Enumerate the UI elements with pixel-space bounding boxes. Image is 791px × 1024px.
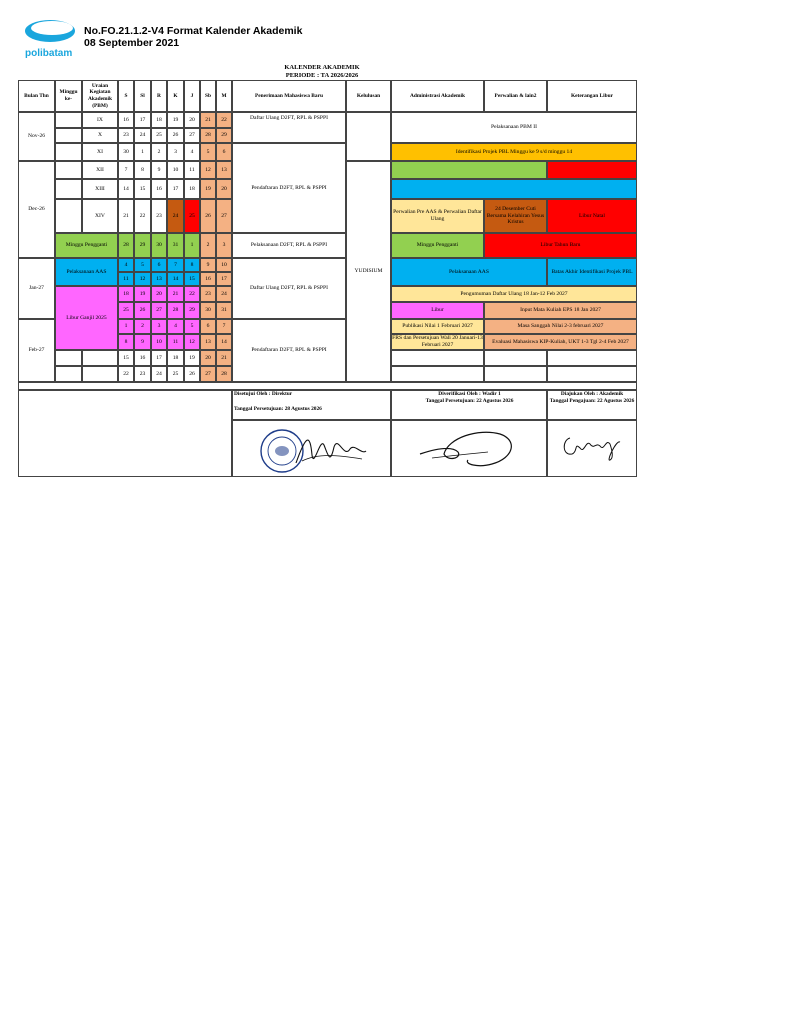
admission-activity: Pelaksanaan D2FT, RPL & PSPPI bbox=[232, 233, 346, 258]
date-cell: 22 bbox=[118, 366, 134, 382]
date-cell: 25 bbox=[151, 128, 167, 143]
pbm-replacement-week: Minggu Pengganti bbox=[55, 233, 118, 258]
date-cell: 14 bbox=[167, 272, 184, 286]
date-cell: 20 bbox=[151, 286, 167, 302]
event-replacement-week: Minggu Pengganti bbox=[391, 233, 484, 258]
admission-activity: Pendaftaran D2FT, RPL & PSPPI bbox=[232, 143, 346, 233]
header-day: K bbox=[167, 80, 184, 112]
week-blank bbox=[55, 366, 82, 382]
header-month: Bulan Thn bbox=[18, 80, 55, 112]
date-cell: 19 bbox=[167, 112, 184, 128]
date-cell: 27 bbox=[216, 199, 232, 233]
event-blank bbox=[484, 366, 547, 382]
week-blank bbox=[55, 143, 82, 161]
event-aas: Pelaksanaan AAS bbox=[391, 258, 547, 286]
date-cell: 31 bbox=[216, 302, 232, 319]
event-christmas: Libur Natal bbox=[547, 199, 637, 233]
date-cell: 30 bbox=[151, 233, 167, 258]
date-cell: 16 bbox=[134, 350, 151, 366]
date-cell: 17 bbox=[167, 179, 184, 199]
wadir-signature bbox=[418, 424, 518, 470]
date-cell: 7 bbox=[167, 258, 184, 272]
date-cell: 22 bbox=[216, 112, 232, 128]
date-cell: 23 bbox=[151, 199, 167, 233]
week-number: IX bbox=[82, 112, 118, 128]
pbm-aas: Pelaksanaan AAS bbox=[55, 258, 118, 286]
date-cell: 15 bbox=[134, 179, 151, 199]
week-number: XI bbox=[82, 143, 118, 161]
header-week: Minggu ke- bbox=[55, 80, 82, 112]
date-cell: 29 bbox=[184, 302, 200, 319]
event-pre-aas: Perwalian Pre AAS & Perwalian Daftar Ulang bbox=[391, 199, 484, 233]
date-cell: 23 bbox=[134, 366, 151, 382]
date-cell: 26 bbox=[134, 302, 151, 319]
month-label: Feb-27 bbox=[18, 319, 55, 382]
date-cell: 17 bbox=[134, 112, 151, 128]
date-cell: 25 bbox=[118, 302, 134, 319]
week-blank bbox=[55, 179, 82, 199]
header-day: Sl bbox=[134, 80, 151, 112]
date-cell: 29 bbox=[134, 233, 151, 258]
date-cell: 19 bbox=[200, 179, 216, 199]
date-cell: 18 bbox=[167, 350, 184, 366]
date-cell: 7 bbox=[118, 161, 134, 179]
graduation-blank bbox=[346, 112, 391, 161]
date-cell: 19 bbox=[184, 350, 200, 366]
date-cell: 10 bbox=[167, 161, 184, 179]
event-holiday: Libur bbox=[391, 302, 484, 319]
date-cell: 20 bbox=[184, 112, 200, 128]
header-guardian: Perwalian & lain2 bbox=[484, 80, 547, 112]
event-red-block bbox=[547, 161, 637, 179]
date-cell: 24 bbox=[216, 286, 232, 302]
date-cell: 9 bbox=[200, 258, 216, 272]
academic-signature bbox=[560, 430, 624, 464]
date-cell: 28 bbox=[216, 366, 232, 382]
date-cell: 10 bbox=[216, 258, 232, 272]
date-cell: 30 bbox=[200, 302, 216, 319]
date-cell: 6 bbox=[151, 258, 167, 272]
date-cell: 21 bbox=[118, 199, 134, 233]
date-cell: 14 bbox=[216, 334, 232, 350]
event-pbm2: Pelaksanaan PBM II bbox=[391, 112, 637, 143]
event-blank bbox=[391, 350, 484, 366]
pbm-odd-break: Libur Ganjil 2025 bbox=[55, 286, 118, 350]
week-number: XIV bbox=[82, 199, 118, 233]
event-frs: FRS dan Persetujuan Wali 20 Januari-13 Februari 2027 bbox=[392, 335, 483, 348]
date-cell: 3 bbox=[151, 319, 167, 334]
month-label: Jan-27 bbox=[18, 258, 55, 319]
date-cell: 2 bbox=[200, 233, 216, 258]
event-blank bbox=[391, 366, 484, 382]
date-cell: 23 bbox=[200, 286, 216, 302]
date-cell: 18 bbox=[118, 286, 134, 302]
logo-wordmark: polibatam bbox=[25, 48, 73, 59]
week-blank bbox=[55, 128, 82, 143]
date-cell: 20 bbox=[216, 179, 232, 199]
date-cell: 2 bbox=[151, 143, 167, 161]
date-cell: 28 bbox=[118, 233, 134, 258]
date-cell: 14 bbox=[118, 179, 134, 199]
table-spacer bbox=[18, 382, 637, 390]
week-number: XII bbox=[82, 161, 118, 179]
date-cell: 11 bbox=[167, 334, 184, 350]
date-cell: 29 bbox=[216, 128, 232, 143]
week-blank bbox=[82, 366, 118, 382]
date-cell: 25 bbox=[167, 366, 184, 382]
date-cell: 27 bbox=[184, 128, 200, 143]
date-cell: 10 bbox=[151, 334, 167, 350]
date-cell: 21 bbox=[167, 286, 184, 302]
date-cell: 8 bbox=[134, 161, 151, 179]
date-cell: 4 bbox=[167, 319, 184, 334]
date-cell: 26 bbox=[167, 128, 184, 143]
week-number: XIII bbox=[82, 179, 118, 199]
week-blank bbox=[55, 199, 82, 233]
calendar-title-block bbox=[232, 64, 412, 79]
date-cell: 19 bbox=[134, 286, 151, 302]
header-holiday: Keterangan Libur bbox=[547, 80, 637, 112]
date-cell: 12 bbox=[134, 272, 151, 286]
director-signature-stamp bbox=[258, 425, 370, 477]
document-code: No.FO.21.1.2-V4 Format Kalender Akademik bbox=[84, 25, 303, 37]
proposed-by: Diajukan Oleh : Akademik bbox=[560, 391, 624, 397]
calendar-title: KALENDER AKADEMIK bbox=[284, 64, 360, 71]
date-cell: 4 bbox=[118, 258, 134, 272]
date-cell: 28 bbox=[167, 302, 184, 319]
date-cell: 27 bbox=[200, 366, 216, 382]
admission-activity: Daftar Ulang D2FT, RPL & PSPPI bbox=[232, 258, 346, 319]
date-cell: 3 bbox=[216, 233, 232, 258]
month-label: Dec-26 bbox=[18, 161, 55, 258]
date-cell: 16 bbox=[151, 179, 167, 199]
event-cyan-block bbox=[391, 179, 637, 199]
date-cell: 11 bbox=[184, 161, 200, 179]
date-cell: 1 bbox=[134, 143, 151, 161]
date-cell: 11 bbox=[118, 272, 134, 286]
date-cell: 9 bbox=[151, 161, 167, 179]
date-cell: 8 bbox=[184, 258, 200, 272]
event-blank bbox=[547, 366, 637, 382]
event-blank bbox=[484, 350, 547, 366]
date-cell: 15 bbox=[184, 272, 200, 286]
date-cell: 28 bbox=[200, 128, 216, 143]
date-cell: 30 bbox=[118, 143, 134, 161]
event-grade-appeal: Masa Sanggah Nilai 2-3 februari 2027 bbox=[484, 319, 637, 334]
week-number: X bbox=[82, 128, 118, 143]
date-cell: 21 bbox=[200, 112, 216, 128]
date-cell: 22 bbox=[184, 286, 200, 302]
event-new-year: Libur Tahun Baru bbox=[484, 233, 637, 258]
header-day: S bbox=[118, 80, 134, 112]
date-cell: 5 bbox=[134, 258, 151, 272]
date-cell: 15 bbox=[118, 350, 134, 366]
date-cell: 17 bbox=[151, 350, 167, 366]
header-day: M bbox=[216, 80, 232, 112]
event-grade-publication: Publikasi Nilai 1 Februari 2027 bbox=[391, 319, 484, 334]
header-pbm: Uraian Kegiatan Akademik (PBM) bbox=[82, 80, 118, 112]
polibatam-logo bbox=[22, 18, 80, 60]
verified-by: Diverifikasi Oleh : Wadir 1 bbox=[438, 391, 501, 397]
date-cell: 26 bbox=[184, 366, 200, 382]
date-cell: 16 bbox=[118, 112, 134, 128]
date-cell: 3 bbox=[167, 143, 184, 161]
document-header bbox=[84, 25, 302, 49]
admission-activity: Pendaftaran D2FT, RPL & PSPPI bbox=[232, 319, 346, 382]
date-cell: 17 bbox=[216, 272, 232, 286]
date-cell: 26 bbox=[200, 199, 216, 233]
date-cell: 18 bbox=[184, 179, 200, 199]
date-cell: 6 bbox=[216, 143, 232, 161]
date-cell: 5 bbox=[184, 319, 200, 334]
date-cell: 27 bbox=[151, 302, 167, 319]
date-cell: 4 bbox=[184, 143, 200, 161]
event-green-block bbox=[391, 161, 547, 179]
date-cell: 13 bbox=[151, 272, 167, 286]
date-cell: 1 bbox=[118, 319, 134, 334]
event-joint-leave: 24 Desember Cuti Bersama Kelahiran Yesus Kristus bbox=[484, 199, 547, 233]
date-cell: 21 bbox=[216, 350, 232, 366]
date-cell: 16 bbox=[200, 272, 216, 286]
graduation-yudisium: YUDISIUM bbox=[346, 161, 391, 382]
proposed-date: Tanggal Pengajuan: 22 Agustus 2026 bbox=[549, 398, 635, 404]
event-eps-input: Input Mata Kuliah EPS 18 Jan 2027 bbox=[484, 302, 637, 319]
week-blank bbox=[55, 350, 82, 366]
signature-blank bbox=[18, 390, 232, 477]
admission-activity: Daftar Ulang D2FT, RPL & PSPPI bbox=[232, 112, 346, 143]
date-cell: 18 bbox=[151, 112, 167, 128]
week-blank bbox=[82, 350, 118, 366]
month-label: Nov-26 bbox=[18, 112, 55, 161]
header-day: R bbox=[151, 80, 167, 112]
header-graduation: Kelulusan bbox=[346, 80, 391, 112]
week-blank bbox=[55, 112, 82, 128]
date-cell: 25 bbox=[184, 199, 200, 233]
event-pbl-deadline: Batas Akhir Identifikasi Projek PBL bbox=[547, 258, 637, 286]
date-cell: 24 bbox=[151, 366, 167, 382]
event-evaluation: Evaluasi Mahasiswa KIP-Kuliah, UKT 1-3 Tgl 2-4 Feb 2027 bbox=[484, 334, 637, 350]
date-cell: 24 bbox=[134, 128, 151, 143]
approved-by: Disetujui Oleh : Direktur bbox=[234, 391, 293, 397]
date-cell: 13 bbox=[200, 334, 216, 350]
calendar-period: PERIODE : TA 2026/2026 bbox=[285, 71, 359, 79]
event-reregistration: Pengumuman Daftar Ulang 18 Jan-12 Feb 2027 bbox=[391, 286, 637, 302]
event-blank bbox=[547, 350, 637, 366]
date-cell: 6 bbox=[200, 319, 216, 334]
date-cell: 5 bbox=[200, 143, 216, 161]
approved-date: Tanggal Persetujuan: 28 Agustus 2026 bbox=[234, 406, 322, 412]
header-day: J bbox=[184, 80, 200, 112]
date-cell: 23 bbox=[118, 128, 134, 143]
verified-date: Tanggal Persetujuan: 22 Agustus 2026 bbox=[425, 398, 514, 404]
header-admin: Administrasi Akademik bbox=[391, 80, 484, 112]
date-cell: 24 bbox=[167, 199, 184, 233]
header-admission: Penerimaan Mahasiswa Baru bbox=[232, 80, 346, 112]
document-date: 08 September 2021 bbox=[84, 37, 180, 49]
date-cell: 8 bbox=[118, 334, 134, 350]
date-cell: 7 bbox=[216, 319, 232, 334]
date-cell: 2 bbox=[134, 319, 151, 334]
week-blank bbox=[55, 161, 82, 179]
date-cell: 31 bbox=[167, 233, 184, 258]
date-cell: 12 bbox=[200, 161, 216, 179]
date-cell: 9 bbox=[134, 334, 151, 350]
date-cell: 13 bbox=[216, 161, 232, 179]
date-cell: 22 bbox=[134, 199, 151, 233]
header-day: Sb bbox=[200, 80, 216, 112]
date-cell: 1 bbox=[184, 233, 200, 258]
date-cell: 12 bbox=[184, 334, 200, 350]
date-cell: 20 bbox=[200, 350, 216, 366]
event-pbl-identification: Identifikasi Projek PBL Minggu ke 9 s/d minggu 14 bbox=[391, 143, 637, 161]
